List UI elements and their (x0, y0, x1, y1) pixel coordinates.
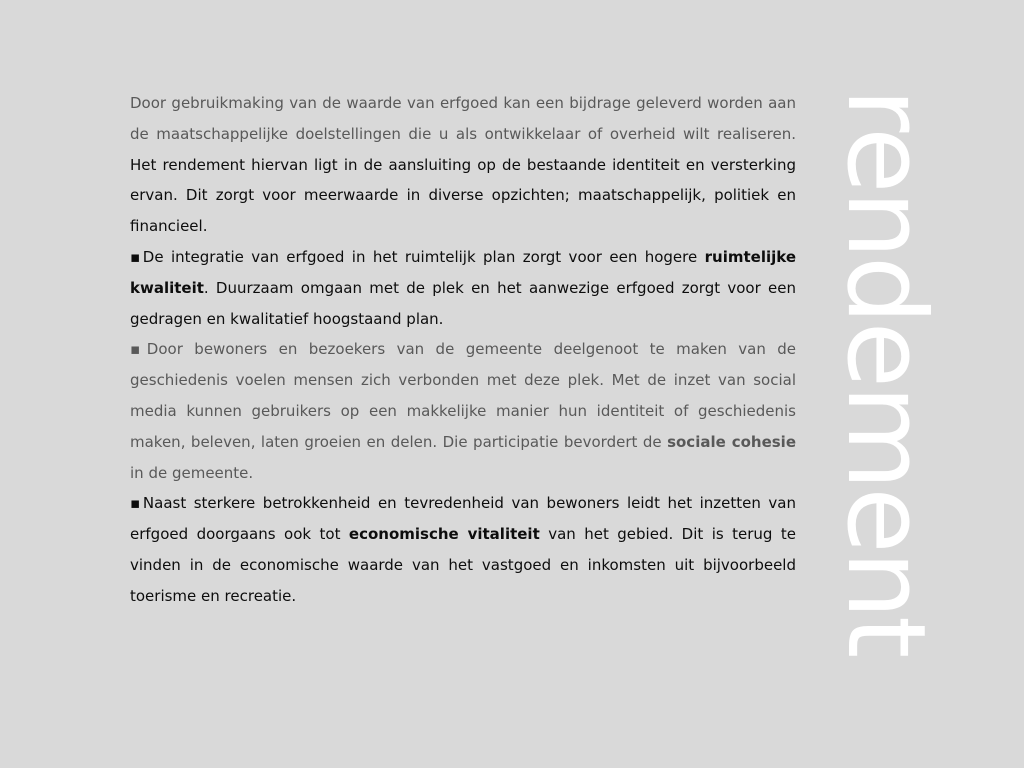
bullet-keyword: sociale cohesie (667, 432, 796, 451)
bullet-text: . Duurzaam omgaan met de plek en het aanwezige erfgoed zorgt voor een gedragen en kwalitatief hoogstaand plan. (130, 278, 796, 328)
bullet-sociale-cohesie (130, 334, 796, 488)
bullet-text: ▪De integratie van erfgoed in het ruimtelijk plan zorgt voor een hogere (130, 247, 705, 266)
side-title (823, 88, 948, 680)
body-text (130, 88, 796, 612)
bullet-ruimtelijke-kwaliteit (130, 242, 796, 334)
side-title-text: rendement (823, 88, 948, 656)
bullet-text: ▪Door bewoners en bezoekers van de gemeente deelgenoot te maken van de geschiedenis voelen mensen zich verbonden met deze plek. Met de inzet van social media kunnen gebruikers op een makkelijke manier hun identiteit of geschiedenis maken, beleven, laten groeien en delen. Die participatie bevordert de (130, 340, 796, 451)
bullet-text: van het gebied. Dit is terug te vinden in de economische waarde van het vastgoed en inkomsten uit bijvoorbeeld toerisme en recreatie. (130, 525, 797, 605)
bullet-text: ▪Naast sterkere betrokkenheid en tevredenheid van bewoners leidt het inzetten van erfgoed doorgaans ook tot (130, 494, 796, 544)
intro-sentence-2: Het rendement hiervan ligt in de aansluiting op de bestaande identiteit en versterking ervan. Dit zorgt voor meerwaarde in diverse opzichten; maatschappelijk, politiek en financieel. (130, 155, 796, 236)
bullet-economische-vitaliteit (130, 488, 796, 611)
bullet-keyword: ruimtelijke kwaliteit (130, 247, 796, 297)
bullet-keyword: economische vitaliteit (348, 525, 540, 544)
intro-sentence-1: Door gebruikmaking van de waarde van erfgoed kan een bijdrage geleverd worden aan de maatschappelijke doelstellingen die u als ontwikkelaar of overheid wilt realiseren. (130, 94, 796, 143)
intro-paragraph (130, 88, 796, 242)
bullet-text: in de gemeente. (130, 463, 254, 482)
